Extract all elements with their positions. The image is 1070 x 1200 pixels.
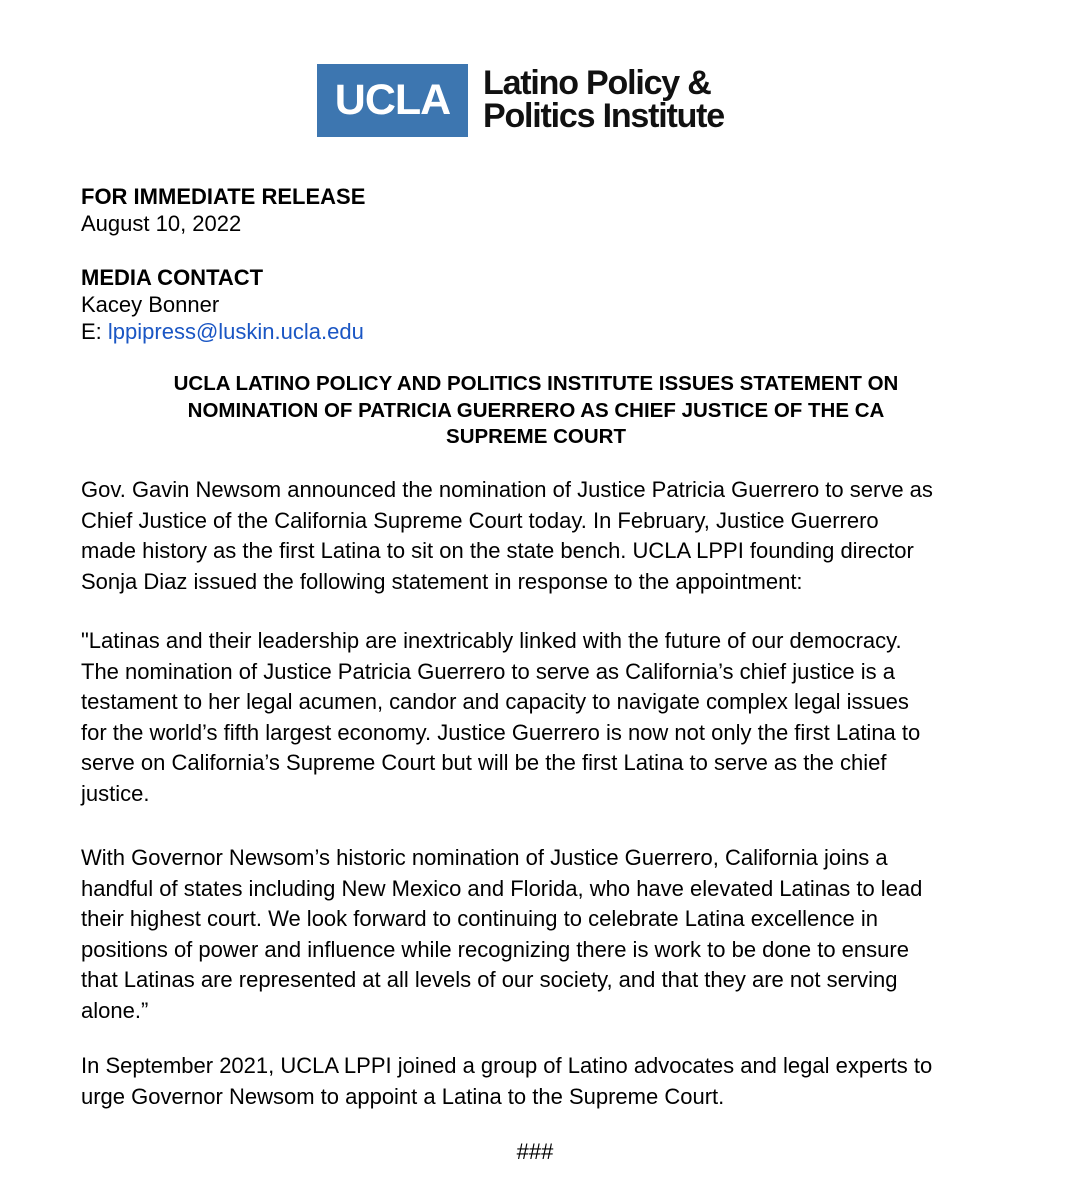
ucla-logo-mark — [317, 64, 468, 137]
paragraph-line: Chief Justice of the California Supreme Court today. In February, Justice Guerrero — [81, 507, 879, 533]
headline-line: NOMINATION OF PATRICIA GUERRERO AS CHIEF JUSTICE OF THE CA — [187, 398, 885, 422]
paragraph-line: In September 2021, UCLA LPPI joined a group of Latino advocates and legal experts to — [81, 1053, 933, 1078]
media-contact-email-line — [81, 318, 364, 345]
release-label: FOR IMMEDIATE RELEASE — [81, 184, 366, 209]
release-block — [81, 183, 365, 237]
media-contact-label: MEDIA CONTACT — [81, 265, 264, 290]
paragraph-line: The nomination of Justice Patricia Guerrero to serve as California’s chief justice is a — [81, 658, 895, 684]
media-contact-email-link[interactable]: lppipress@luskin.ucla.edu — [107, 319, 364, 344]
headline-line: SUPREME COURT — [446, 425, 626, 448]
paragraph-line: made history as the first Latina to sit on the state bench. UCLA LPPI founding director — [81, 538, 914, 564]
body-paragraph-background — [81, 1051, 1011, 1112]
press-release-headline — [81, 371, 991, 451]
paragraph-line: urge Governor Newsom to appoint a Latina to the Supreme Court. — [81, 1083, 725, 1109]
paragraph-line: With Governor Newsom’s historic nomination of Justice Guerrero, California joins a — [81, 845, 888, 870]
body-paragraph-announcement — [81, 475, 1011, 597]
media-contact-block — [81, 264, 364, 345]
headline-line: UCLA LATINO POLICY AND POLITICS INSTITUTE ISSUES STATEMENT ON — [173, 372, 899, 395]
end-of-release-mark: ### — [516, 1139, 554, 1164]
body-paragraph-quote-1 — [81, 626, 1011, 810]
paragraph-line: for the world’s fifth largest economy. Justice Guerrero is now not only the first Latina to — [81, 719, 921, 745]
body-paragraph-quote-2 — [81, 843, 1011, 1027]
paragraph-line: Gov. Gavin Newsom announced the nomination of Justice Patricia Guerrero to serve as — [81, 477, 933, 502]
paragraph-line: their highest court. We look forward to continuing to celebrate Latina excellence in — [81, 906, 878, 932]
ucla-logo-text: UCLA — [334, 75, 451, 124]
institute-logo — [317, 63, 757, 137]
paragraph-line: serve on California’s Supreme Court but will be the first Latina to serve as the chief — [81, 750, 887, 776]
paragraph-line: handful of states including New Mexico and Florida, who have elevated Latinas to lead — [81, 875, 923, 901]
paragraph-line: positions of power and influence while recognizing there is work to be done to ensure — [81, 936, 909, 962]
paragraph-line: justice. — [81, 780, 150, 806]
institute-name — [483, 64, 724, 135]
paragraph-line: "Latinas and their leadership are inextricably linked with the future of our democracy. — [81, 628, 902, 653]
email-prefix: E: — [81, 319, 108, 344]
paragraph-line: that Latinas are represented at all levels of our society, and that they are not serving — [81, 967, 898, 993]
paragraph-line: Sonja Diaz issued the following statement in response to the appointment: — [81, 568, 803, 594]
institute-name-line-1: Latino Policy & — [483, 64, 711, 102]
release-date: August 10, 2022 — [81, 211, 242, 236]
media-contact-name: Kacey Bonner — [81, 292, 220, 317]
institute-name-line-2: Politics Institute — [483, 97, 724, 135]
paragraph-line: testament to her legal acumen, candor and capacity to navigate complex legal issues — [81, 689, 909, 715]
paragraph-line: alone.” — [81, 997, 149, 1023]
